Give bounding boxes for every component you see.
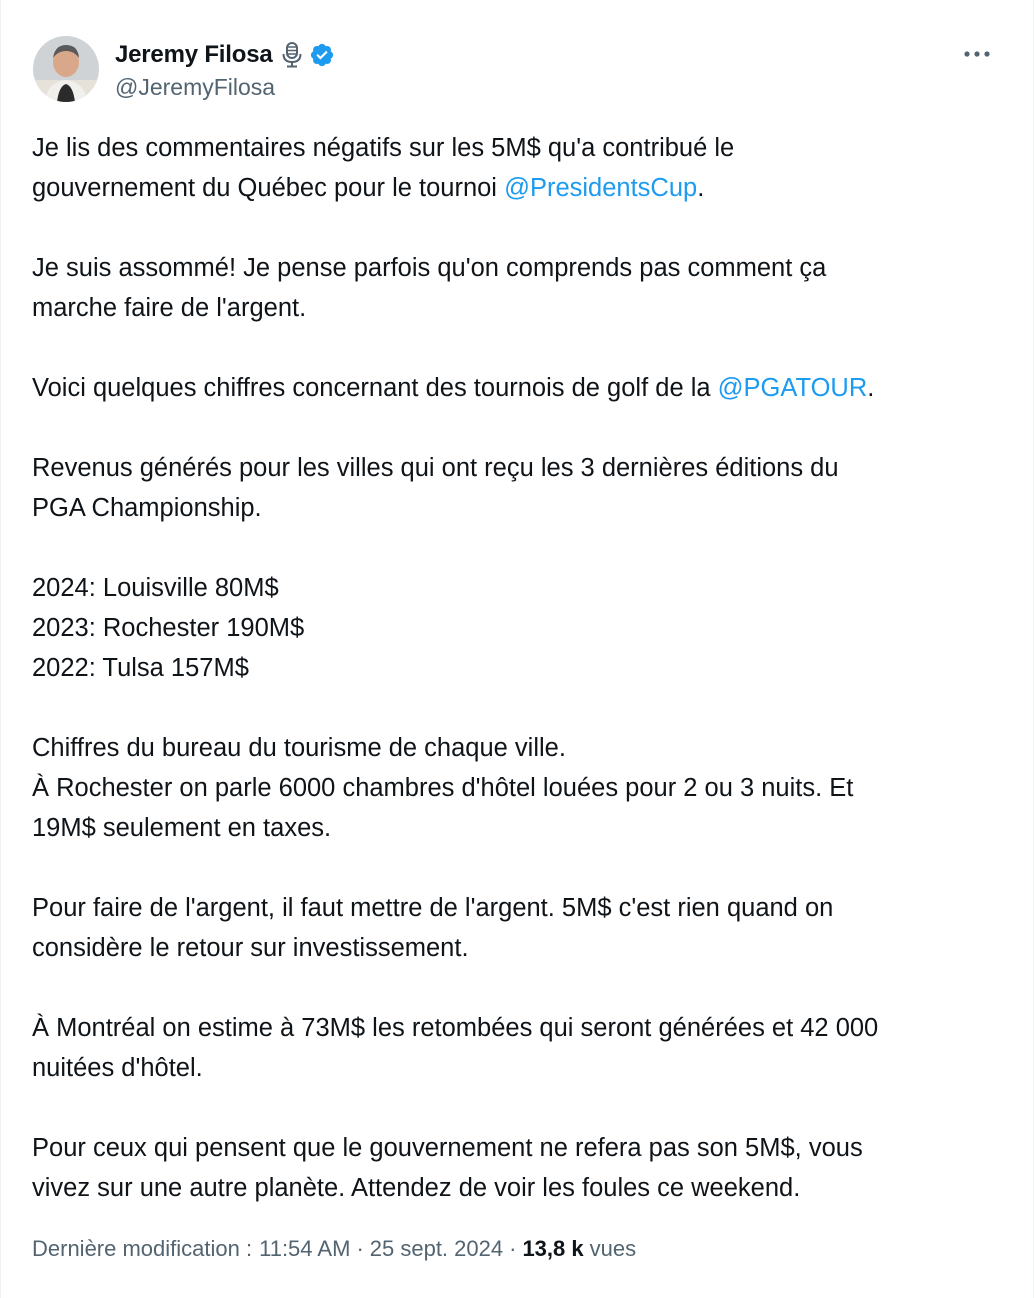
separator: · bbox=[356, 1236, 364, 1261]
tweet-line-text: . bbox=[867, 374, 875, 402]
tweet-line: nuitées d'hôtel. bbox=[32, 1054, 203, 1082]
tweet-paragraph bbox=[32, 888, 1007, 968]
views-label: vues bbox=[589, 1236, 637, 1261]
tweet-line: considère le retour sur investissement. bbox=[32, 934, 469, 962]
tweet-line-text: gouvernement du Québec pour le tournoi bbox=[32, 174, 505, 202]
tweet-paragraph bbox=[32, 568, 1007, 688]
tweet-line: vivez sur une autre planète. Attendez de voir les foules ce weekend. bbox=[32, 1174, 801, 1202]
mention-pgatour-link[interactable]: @PGATOUR bbox=[717, 374, 868, 402]
tweet-line: Pour faire de l'argent, il faut mettre de l'argent. 5M$ c'est rien quand on bbox=[32, 894, 834, 922]
verified-badge-icon[interactable] bbox=[309, 42, 335, 68]
tweet-line: À Montréal on estime à 73M$ les retombées qui seront générées et 42 000 bbox=[32, 1014, 879, 1042]
tweet-text bbox=[32, 128, 1007, 1208]
avatar[interactable] bbox=[33, 36, 99, 102]
tweet-line: Pour ceux qui pensent que le gouvernement ne refera pas son 5M$, vous bbox=[32, 1134, 863, 1162]
tweet-line: PGA Championship. bbox=[32, 494, 262, 522]
tweet-line: 2024: Louisville 80M$ bbox=[32, 574, 279, 602]
tweet-line: 2022: Tulsa 157M$ bbox=[32, 654, 249, 682]
separator: · bbox=[509, 1236, 517, 1261]
more-options-button[interactable] bbox=[961, 42, 993, 66]
tweet-line bbox=[32, 368, 1007, 408]
microphone-icon bbox=[281, 42, 303, 68]
tweet-date[interactable]: 25 sept. 2024 bbox=[369, 1236, 504, 1261]
tweet-line: Je lis des commentaires négatifs sur les 5M$ qu'a contribué le bbox=[32, 134, 735, 162]
tweet-line: Revenus générés pour les villes qui ont reçu les 3 dernières éditions du bbox=[32, 454, 839, 482]
tweet-line-text: Voici quelques chiffres concernant des tournois de golf de la bbox=[32, 374, 718, 402]
tweet-line: marche faire de l'argent. bbox=[32, 294, 307, 322]
mention-presidentscup-link[interactable]: @PresidentsCup bbox=[504, 174, 698, 202]
author-identity bbox=[115, 36, 335, 101]
author-handle[interactable]: @JeremyFilosa bbox=[115, 74, 276, 100]
author-display-name[interactable]: Jeremy Filosa bbox=[115, 41, 273, 68]
tweet-line: Je suis assommé! Je pense parfois qu'on comprends pas comment ça bbox=[32, 254, 827, 282]
tweet-paragraph bbox=[32, 1008, 1007, 1088]
tweet-header bbox=[33, 36, 335, 102]
tweet-paragraph bbox=[32, 728, 1007, 848]
tweet-paragraph bbox=[32, 128, 1007, 208]
tweet-time[interactable]: 11:54 AM bbox=[259, 1236, 351, 1261]
tweet-paragraph bbox=[32, 1128, 1007, 1208]
tweet-line-text: . bbox=[697, 174, 705, 202]
tweet-paragraph bbox=[32, 448, 1007, 528]
name-row bbox=[115, 40, 335, 70]
tweet-line: 2023: Rochester 190M$ bbox=[32, 614, 305, 642]
tweet-line: 19M$ seulement en taxes. bbox=[32, 814, 332, 842]
tweet-line bbox=[32, 168, 1007, 208]
tweet-line: Chiffres du bureau du tourisme de chaque ville. bbox=[32, 734, 566, 762]
tweet-paragraph bbox=[32, 248, 1007, 328]
edited-label[interactable]: Dernière modification : bbox=[32, 1236, 253, 1261]
tweet-metadata bbox=[32, 1236, 636, 1262]
tweet-paragraph bbox=[32, 368, 1007, 408]
views-count: 13,8 k bbox=[522, 1236, 584, 1261]
tweet-line: À Rochester on parle 6000 chambres d'hôtel louées pour 2 ou 3 nuits. Et bbox=[32, 774, 854, 802]
ellipsis-icon bbox=[963, 50, 991, 58]
